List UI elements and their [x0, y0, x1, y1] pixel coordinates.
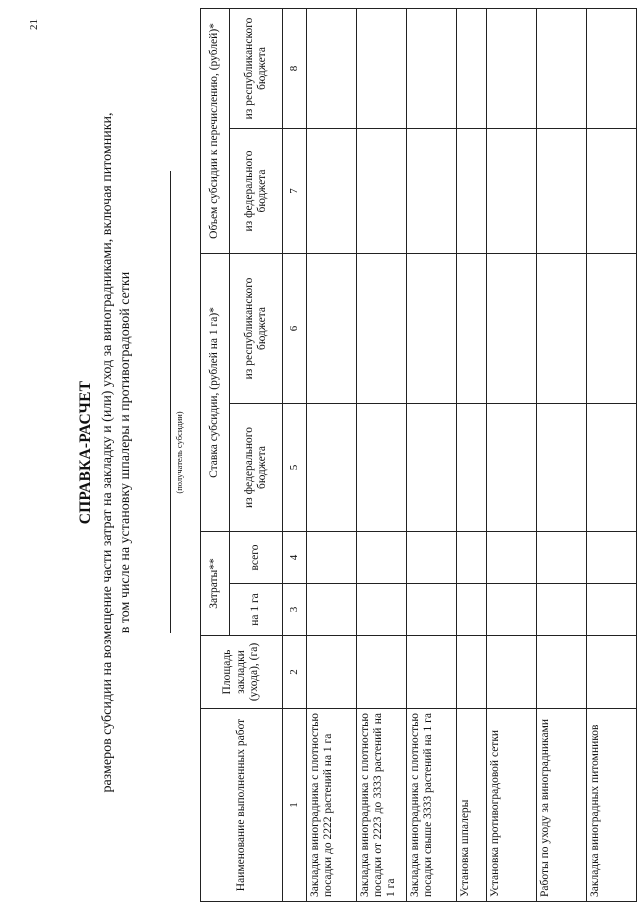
value-cell[interactable]: [307, 128, 357, 253]
header-work-name: Наименование выполненных работ: [201, 709, 283, 902]
value-cell[interactable]: [357, 403, 407, 531]
value-cell[interactable]: [407, 531, 457, 583]
column-number: 3: [282, 584, 306, 636]
value-cell[interactable]: [537, 128, 587, 253]
value-cell[interactable]: [457, 531, 487, 583]
value-cell[interactable]: [487, 128, 537, 253]
value-cell[interactable]: [357, 253, 407, 403]
table-row: [487, 8, 537, 901]
value-cell[interactable]: [457, 584, 487, 636]
value-cell[interactable]: [457, 403, 487, 531]
value-cell[interactable]: [487, 584, 537, 636]
column-number: 1: [282, 709, 306, 902]
value-cell[interactable]: [587, 636, 637, 709]
value-cell[interactable]: [537, 253, 587, 403]
column-number: 4: [282, 531, 306, 583]
table-row: [307, 8, 357, 901]
value-cell[interactable]: [587, 403, 637, 531]
value-cell[interactable]: [357, 128, 407, 253]
value-cell[interactable]: [357, 636, 407, 709]
value-cell[interactable]: [307, 531, 357, 583]
value-cell[interactable]: [537, 8, 587, 128]
value-cell[interactable]: [407, 253, 457, 403]
value-cell[interactable]: [407, 403, 457, 531]
work-name-cell: Установка шпалеры: [457, 709, 487, 902]
work-name-cell: Работы по уходу за виноградниками: [537, 709, 587, 902]
header-amount-federal: из федерального бюджета: [229, 128, 282, 253]
recipient-caption: (получатель субсидии): [174, 411, 184, 494]
column-number: 6: [282, 253, 306, 403]
document-subtitle-line-1: размеров субсидии на возмещение части затрат на закладку и (или) уход за виноградниками, включая питомники,: [100, 112, 115, 793]
work-name-cell: Закладка виноградных питомников: [587, 709, 637, 902]
column-number: 5: [282, 403, 306, 531]
value-cell[interactable]: [587, 8, 637, 128]
work-name-cell: Закладка виноградника с плотностью посадки свыше 3333 растений на 1 га: [407, 709, 457, 902]
work-name-cell: Закладка виноградника с плотностью посадки от 2223 до 3333 растений на 1 га: [357, 709, 407, 902]
value-cell[interactable]: [357, 8, 407, 128]
header-costs: Затраты**: [201, 531, 230, 635]
value-cell[interactable]: [407, 636, 457, 709]
value-cell[interactable]: [587, 531, 637, 583]
value-cell[interactable]: [487, 8, 537, 128]
table-row: [537, 8, 587, 901]
header-amount-republic: из республиканского бюджета: [229, 8, 282, 128]
value-cell[interactable]: [487, 403, 537, 531]
header-costs-per-ha: на 1 га: [229, 584, 282, 636]
value-cell[interactable]: [537, 531, 587, 583]
value-cell[interactable]: [357, 531, 407, 583]
value-cell[interactable]: [457, 253, 487, 403]
column-number: 2: [282, 636, 306, 709]
value-cell[interactable]: [537, 636, 587, 709]
recipient-line: [170, 171, 171, 633]
column-number: 7: [282, 128, 306, 253]
page-number: 21: [28, 19, 40, 30]
value-cell[interactable]: [587, 128, 637, 253]
header-costs-total: всего: [229, 531, 282, 583]
header-amount: Объем субсидии к перечислению, (рублей)*: [201, 8, 230, 253]
header-area: Площадь закладки (ухода), (га): [201, 636, 283, 709]
work-name-cell: Закладка виноградника с плотностью посадки до 2222 растений на 1 га: [307, 709, 357, 902]
header-rate-federal: из федерального бюджета: [229, 403, 282, 531]
table-row: [407, 8, 457, 901]
value-cell[interactable]: [587, 584, 637, 636]
column-number: 8: [282, 8, 306, 128]
column-number-row: [282, 8, 306, 901]
value-cell[interactable]: [307, 403, 357, 531]
value-cell[interactable]: [307, 636, 357, 709]
value-cell[interactable]: [357, 584, 407, 636]
value-cell[interactable]: [457, 636, 487, 709]
value-cell[interactable]: [307, 584, 357, 636]
header-rate: Ставка субсидии, (рублей на 1 га)*: [201, 253, 230, 531]
value-cell[interactable]: [307, 8, 357, 128]
document-subtitle-line-2: в том числе на установку шпалеры и противоградовой сетки: [118, 271, 133, 634]
work-name-cell: Установка противоградовой сетки: [487, 709, 537, 902]
value-cell[interactable]: [487, 253, 537, 403]
value-cell[interactable]: [587, 253, 637, 403]
value-cell[interactable]: [307, 253, 357, 403]
value-cell[interactable]: [457, 8, 487, 128]
table-row: [587, 8, 637, 901]
value-cell[interactable]: [407, 584, 457, 636]
table-row: [457, 8, 487, 901]
value-cell[interactable]: [487, 636, 537, 709]
value-cell[interactable]: [407, 128, 457, 253]
value-cell[interactable]: [537, 403, 587, 531]
value-cell[interactable]: [457, 128, 487, 253]
table-row: [357, 8, 407, 901]
value-cell[interactable]: [407, 8, 457, 128]
value-cell[interactable]: [487, 531, 537, 583]
calculation-table: [200, 8, 637, 902]
value-cell[interactable]: [537, 584, 587, 636]
header-rate-republic: из республиканского бюджета: [229, 253, 282, 403]
document-title: СПРАВКА-РАСЧЕТ: [77, 380, 94, 525]
header-row-1: [201, 8, 230, 901]
